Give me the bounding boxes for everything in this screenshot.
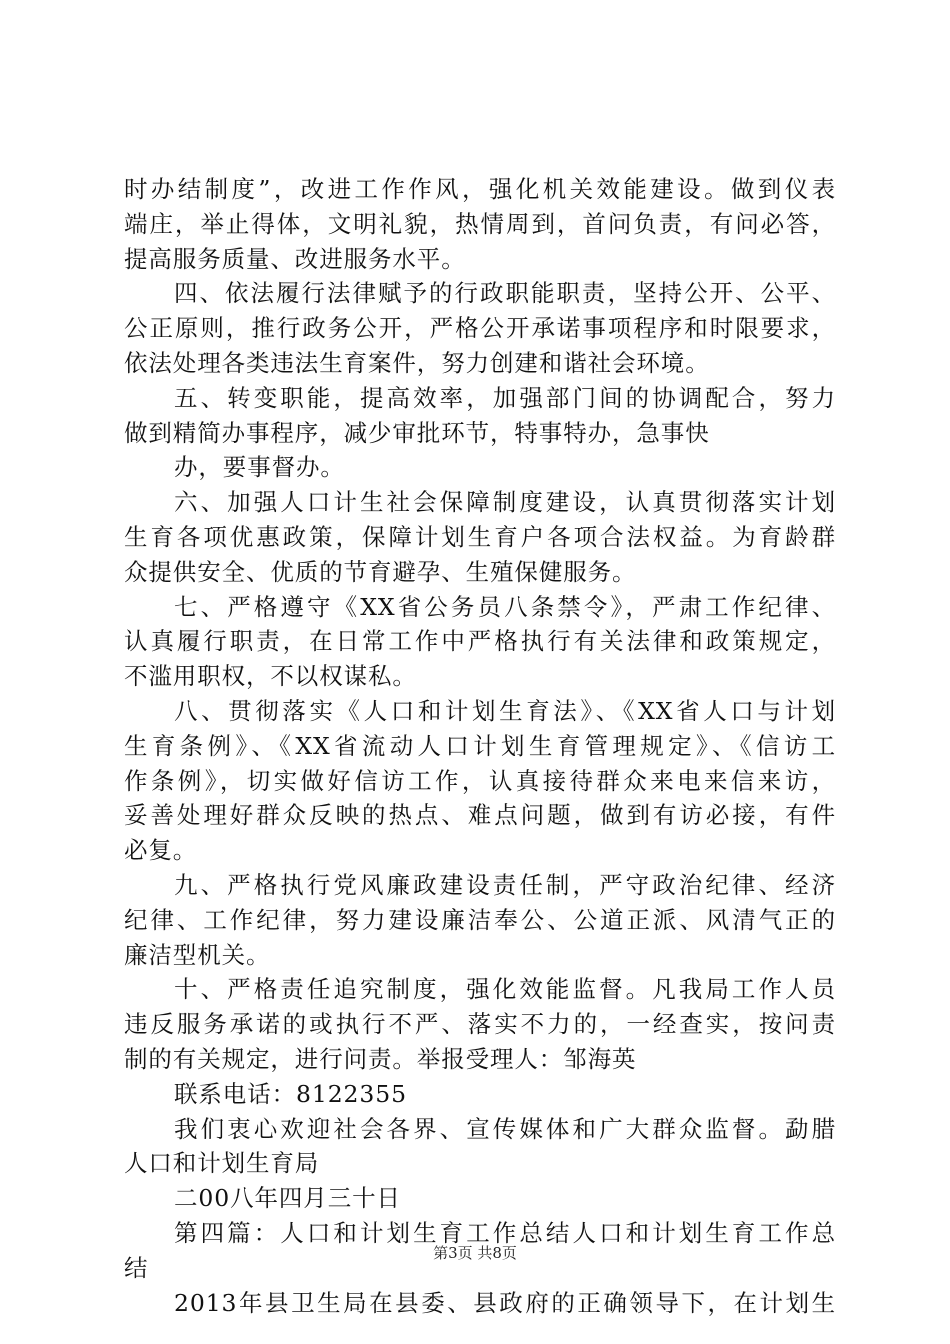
document-body xyxy=(124,172,836,1320)
page-footer: 第3页 共8页 xyxy=(433,1244,517,1262)
text-line: 七、严格遵守《XX省公务员八条禁令》，严肃工作纪律、 xyxy=(174,592,836,621)
text-line: 作条例》，切实做好信访工作，认真接待群众来电来信来访， xyxy=(124,766,836,795)
text-line: 我们衷心欢迎社会各界、宣传媒体和广大群众监督。勐腊 xyxy=(174,1114,836,1143)
text-line: 联系电话：8122355 xyxy=(174,1079,407,1108)
text-line: 生育各项优惠政策，保障计划生育户各项合法权益。为育龄群 xyxy=(124,522,836,551)
text-line: 纪律、工作纪律，努力建设廉洁奉公、公道正派、风清气正的 xyxy=(124,905,836,934)
text-line: 八、贯彻落实《人口和计划生育法》、《XX省人口与计划 xyxy=(174,696,836,725)
text-line: 二00八年四月三十日 xyxy=(174,1184,401,1213)
text-line: 制的有关规定，进行问责。举报受理人：邹海英 xyxy=(124,1044,637,1073)
text-line: 妥善处理好群众反映的热点、难点问题，做到有访必接，有件 xyxy=(124,801,836,830)
text-line: 时办结制度”，改进工作作风，强化机关效能建设。做到仪表 xyxy=(124,175,836,203)
text-line: 违反服务承诺的或执行不严、落实不力的，一经查实，按问责 xyxy=(124,1010,836,1039)
text-line: 人口和计划生育局 xyxy=(124,1149,320,1178)
text-line: 必复。 xyxy=(124,836,198,865)
text-line: 生育条例》、《XX省流动人口计划生育管理规定》、《信访工 xyxy=(124,731,836,760)
text-line: 结 xyxy=(124,1253,149,1282)
text-line: 不滥用职权，不以权谋私。 xyxy=(124,662,417,691)
text-line: 端庄，举止得体，文明礼貌，热情周到，首问负责，有问必答， xyxy=(124,209,836,238)
text-line: 众提供安全、优质的节育避孕、生殖保健服务。 xyxy=(124,557,637,586)
text-line: 九、严格执行党风廉政建设责任制，严守政治纪律、经济 xyxy=(174,870,836,899)
text-line: 十、严格责任追究制度，强化效能监督。凡我局工作人员 xyxy=(174,975,836,1004)
text-line: 提高服务质量、改进服务水平。 xyxy=(124,244,466,273)
text-line: 廉洁型机关。 xyxy=(124,940,271,969)
text-line: 公正原则，推行政务公开，严格公开承诺事项程序和时限要求， xyxy=(124,314,836,343)
text-line: 第四篇：人口和计划生育工作总结人口和计划生育工作总 xyxy=(174,1218,836,1247)
text-line: 认真履行职责，在日常工作中严格执行有关法律和政策规定， xyxy=(124,627,836,656)
text-line: 2013年县卫生局在县委、县政府的正确领导下，在计划生 xyxy=(174,1288,836,1317)
text-line: 依法处理各类违法生育案件，努力创建和谐社会环境。 xyxy=(124,348,710,377)
text-line: 做到精简办事程序，减少审批环节，特事特办，急事快 xyxy=(124,418,710,447)
text-line: 四、依法履行法律赋予的行政职能职责，坚持公开、公平、 xyxy=(174,279,836,308)
text-line: 五、转变职能，提高效率，加强部门间的协调配合，努力 xyxy=(174,383,836,412)
text-line: 办，要事督办。 xyxy=(174,453,345,482)
text-line: 六、加强人口计生社会保障制度建设，认真贯彻落实计划 xyxy=(174,488,836,517)
